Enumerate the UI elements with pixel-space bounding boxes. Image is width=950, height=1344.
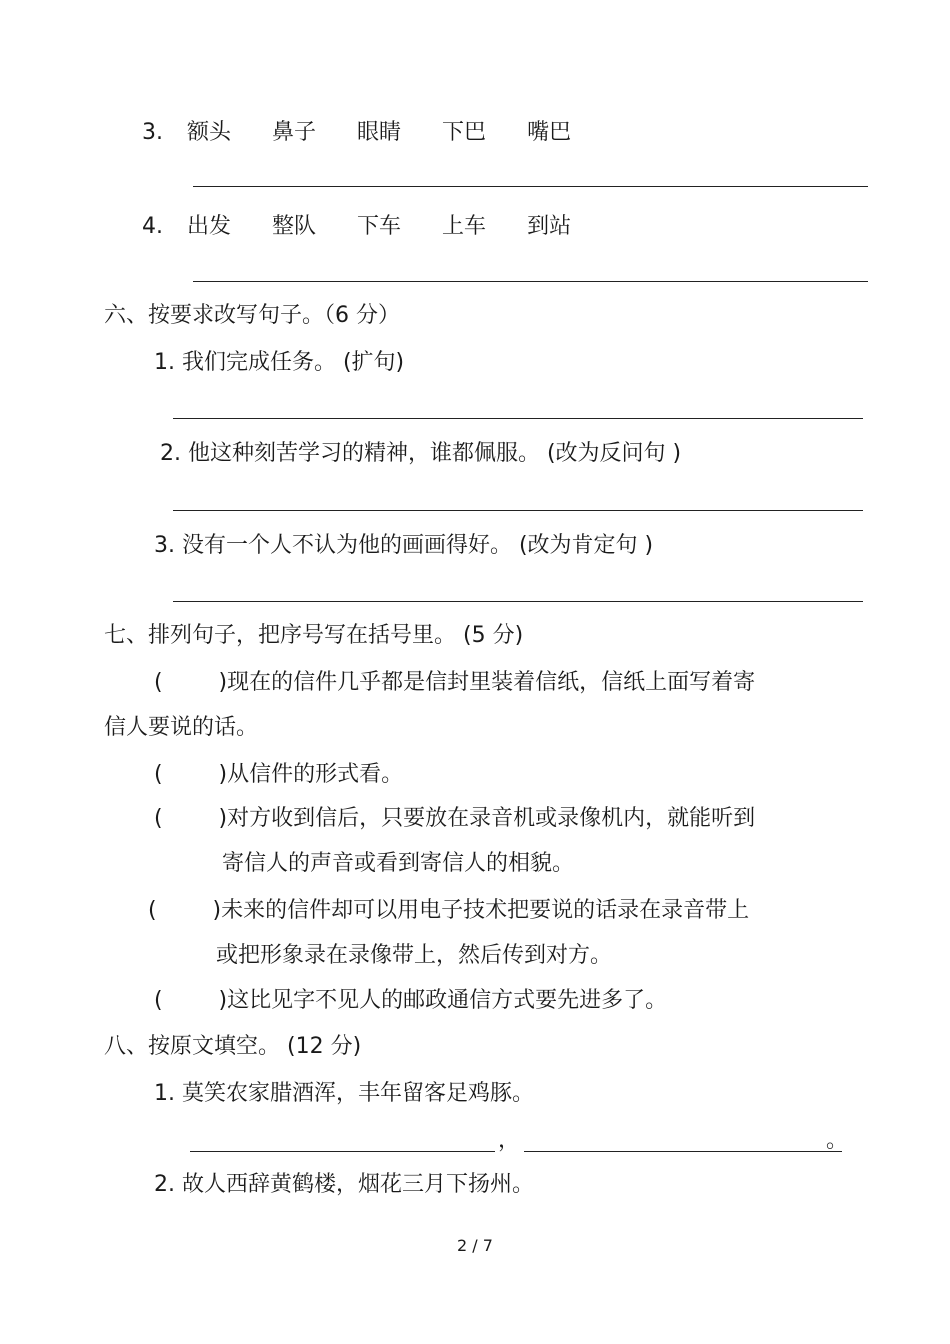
answer-underline-end xyxy=(826,1151,842,1152)
order-sentence: 未来的信件却可以用电子技术把要说的话录在录音带上 xyxy=(221,898,750,923)
answer-line[interactable] xyxy=(173,510,863,511)
item-number: 3. xyxy=(142,120,163,145)
order-bracket[interactable]: ( ) xyxy=(148,898,222,923)
order-bracket[interactable]: ( ) xyxy=(154,670,228,695)
order-item-2 xyxy=(154,762,403,788)
poem-item-2: 2. 故人西辞黄鹤楼，烟花三月下扬州。 xyxy=(154,1172,534,1197)
poem-item-1: 1. 莫笑农家腊酒浑，丰年留客足鸡豚。 xyxy=(154,1081,534,1106)
answer-line[interactable] xyxy=(173,601,863,602)
sorting-item-4 xyxy=(142,214,571,240)
rewrite-item-2: 2. 他这种刻苦学习的精神，谁都佩服。 (改为反问句 ) xyxy=(160,441,682,466)
order-sentence: 对方收到信后，只要放在录音机或录像机内，就能听到 xyxy=(227,806,756,831)
answer-line-left[interactable] xyxy=(190,1151,495,1152)
word: 嘴巴 xyxy=(527,120,572,145)
word: 出发 xyxy=(187,214,232,239)
word: 整队 xyxy=(272,214,317,239)
order-sentence: 这比见字不见人的邮政通信方式要先进多了。 xyxy=(227,988,668,1013)
word: 鼻子 xyxy=(272,120,317,145)
rewrite-item-1: 1. 我们完成任务。 (扩句) xyxy=(154,350,405,375)
word: 上车 xyxy=(442,214,487,239)
order-item-4 xyxy=(148,898,749,924)
order-item-3 xyxy=(154,806,755,832)
word: 额头 xyxy=(187,120,232,145)
rewrite-item-3: 3. 没有一个人不认为他的画画得好。 (改为肯定句 ) xyxy=(154,533,654,558)
order-item-3-cont: 寄信人的声音或看到寄信人的相貌。 xyxy=(222,851,575,876)
order-bracket[interactable]: ( ) xyxy=(154,806,228,831)
sorting-item-3 xyxy=(142,120,571,146)
order-item-4-cont: 或把形象录在录像带上，然后传到对方。 xyxy=(216,943,613,968)
word: 下车 xyxy=(357,214,402,239)
order-bracket[interactable]: ( ) xyxy=(154,762,228,787)
section-8-title: 八、按原文填空。 (12 分) xyxy=(104,1034,362,1059)
section-6-title: 六、按要求改写句子。（6 分） xyxy=(104,303,400,328)
order-item-1-cont: 信人要说的话。 xyxy=(104,715,259,740)
comma-mark: ， xyxy=(498,1128,521,1153)
order-bracket[interactable]: ( ) xyxy=(154,988,228,1013)
word: 到站 xyxy=(527,214,572,239)
answer-line[interactable] xyxy=(173,418,863,419)
period-mark: 。 xyxy=(826,1128,849,1153)
item-number: 4. xyxy=(142,214,163,239)
order-item-1 xyxy=(154,670,755,696)
answer-line-right[interactable] xyxy=(524,1151,829,1152)
answer-line[interactable] xyxy=(193,186,868,187)
word: 眼睛 xyxy=(357,120,402,145)
answer-line[interactable] xyxy=(193,281,868,282)
order-item-5 xyxy=(154,988,667,1014)
page-number: 2 / 7 xyxy=(457,1236,493,1255)
word: 下巴 xyxy=(442,120,487,145)
section-7-title: 七、排列句子，把序号写在括号里。 (5 分) xyxy=(104,623,524,648)
order-sentence: 现在的信件几乎都是信封里装着信纸，信纸上面写着寄 xyxy=(227,670,756,695)
order-sentence: 从信件的形式看。 xyxy=(227,762,404,787)
